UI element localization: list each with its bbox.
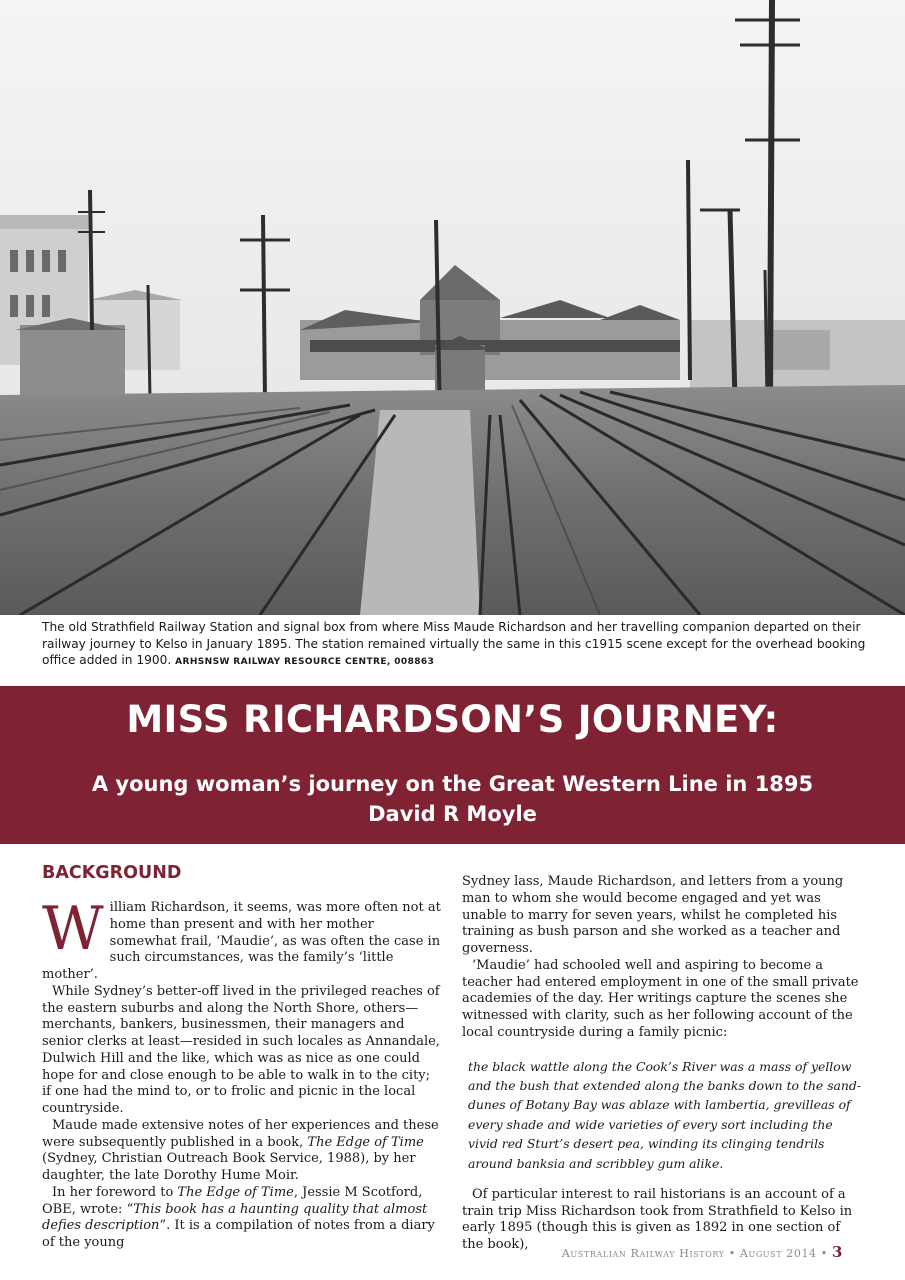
paragraph-4-text-a: In her foreword to bbox=[52, 1184, 178, 1200]
photo-credit: ARHSNSW RAILWAY RESOURCE CENTRE, 008863 bbox=[175, 657, 435, 667]
paragraph-1-text: illiam Richardson, it seems, was more often not at home than present and with her mother somewhat frail, ‘Maudie’, as was often the case in such circumstances, was the family’s ‘little mother’. bbox=[42, 900, 441, 982]
paragraph-1 bbox=[42, 894, 442, 984]
paragraph-4 bbox=[42, 1185, 442, 1252]
paragraph-3 bbox=[42, 1118, 442, 1185]
railway-station-photo bbox=[0, 0, 905, 615]
drop-cap: W bbox=[42, 894, 104, 964]
paragraph-3-text-b: (Sydney, Christian Outreach Book Service, 1988), by her daughter, the late Dorothy Hume Moir. bbox=[42, 1151, 416, 1183]
paragraph-4-text-b: , Jessie M Scotford, OBE, wrote: “ bbox=[42, 1184, 423, 1217]
paragraph-7: Of particular interest to rail historians is an account of a train trip Miss Richardson took from Strathfield to Kelso in early 1895 (though this is given as 1892 in one section of the book), bbox=[462, 1186, 853, 1253]
article-author: David R Moyle bbox=[368, 802, 537, 826]
title-band bbox=[0, 686, 905, 844]
article-column-right bbox=[462, 874, 862, 1254]
publication-line: Australian Railway History • August 2014 • bbox=[561, 1247, 828, 1260]
section-heading: BACKGROUND bbox=[42, 863, 182, 883]
block-quote: the black wattle along the Cook’s River was a mass of yellow and the bush that extended along the banks down to the sand-dunes of Botany Bay was ablaze with lambertia, grevilleas of every shade and wide varieties of every sort including the vivid red Sturt’s desert pea, winding its clinging tendrils around banksia and scribbley gum alike. bbox=[468, 1058, 862, 1171]
page-footer bbox=[562, 1243, 843, 1261]
foreword-quote: This book has a haunting quality that almost defies description bbox=[42, 1201, 428, 1234]
article-subtitle: A young woman’s journey on the Great Western Line in 1895 bbox=[91, 772, 814, 796]
paragraph-4-text-c: ”. It is a compilation of notes from a diary of the young bbox=[42, 1218, 435, 1250]
paragraph-6: ‘Maudie’ had schooled well and aspiring to become a teacher had entered employment in one of the small private academies of the day. Her writings capture the scenes she witnessed with clarity, such as her following account of the local countryside during a family picnic: bbox=[462, 957, 859, 1040]
paragraph-2: While Sydney’s better-off lived in the privileged reaches of the eastern suburbs and along the North Shore, others—merchants, bankers, businessmen, their managers and senior clerks at least—resided in such locales as Annandale, Dulwich Hill and the like, which was as nice as one could hope for and close enough to be able to walk in to the city; if one had the mind to, or to frolic and picnic in the local countryside. bbox=[42, 983, 440, 1116]
article-title: MISS RICHARDSON’S JOURNEY: bbox=[126, 698, 779, 741]
article-column-left bbox=[42, 858, 442, 1252]
paragraph-5: Sydney lass, Maude Richardson, and letters from a young man to whom she would become engaged and yet was unable to marry for seven years, whilst he completed his training as bush parson and she worked as a teacher and governess. bbox=[462, 874, 844, 956]
photo-caption bbox=[42, 619, 882, 671]
book-title: The Edge of Time bbox=[307, 1134, 424, 1150]
caption-text: The old Strathfield Railway Station and signal box from where Miss Maude Richardson and her travelling companion departed on their railway journey to Kelso in January 1895. The station remained virtually the same in this c1915 scene except for the overhead booking office added in 1900. bbox=[42, 620, 866, 667]
paragraph-3-text-a: Maude made extensive notes of her experiences and these were subsequently published in a book, bbox=[42, 1117, 439, 1150]
page-number: 3 bbox=[831, 1243, 843, 1261]
book-title: The Edge of Time bbox=[177, 1184, 294, 1200]
railway-photo-illustration bbox=[0, 0, 905, 615]
